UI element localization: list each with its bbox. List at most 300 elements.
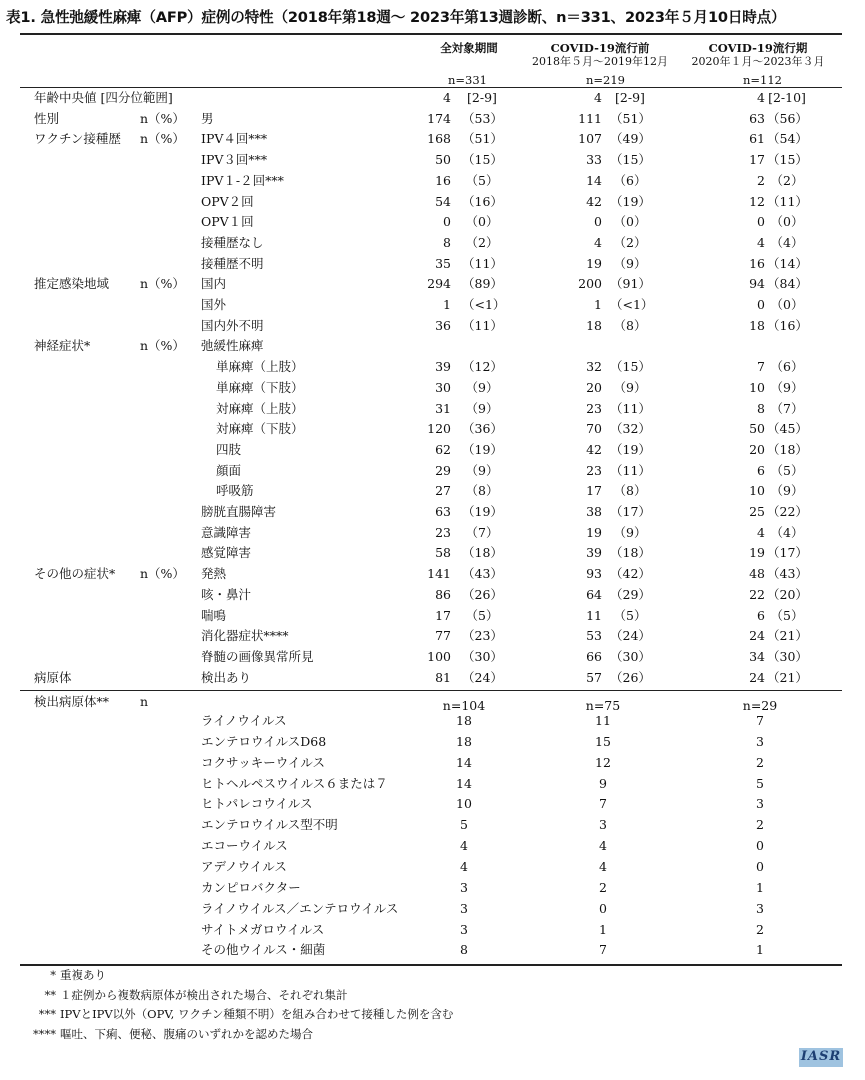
- row-item: 顔面: [216, 462, 242, 478]
- col-header-covid-label: COVID-19流行期: [708, 41, 808, 55]
- value-all: 86: [435, 586, 451, 602]
- pathogen-count-all: 10: [456, 796, 472, 812]
- pct-covid: （56）: [767, 110, 808, 126]
- pct-covid: （0）: [770, 214, 804, 230]
- pathogen-row: [0, 920, 865, 941]
- pct-covid: （11）: [767, 193, 808, 209]
- row-item: 呼吸筋: [216, 483, 254, 499]
- value-all: 62: [435, 441, 451, 457]
- value-all: 168: [427, 131, 451, 147]
- pathogen-count-all: 14: [456, 754, 472, 770]
- value-pre: 42: [586, 193, 602, 209]
- pct-covid: （22）: [767, 504, 808, 519]
- pct-covid: （9）: [770, 379, 804, 395]
- pct-all: （0）: [465, 214, 499, 230]
- pathogen-count-covid: 2: [756, 921, 764, 937]
- pct-all: （15）: [462, 152, 503, 168]
- pct-covid: （17）: [767, 545, 808, 561]
- table-title: 表1. 急性弛緩性麻痺（AFP）症例の特性（2018年第18週～ 2023年第13週診断、n＝331、2023年５月10日時点）: [6, 9, 786, 26]
- value-covid: 24: [749, 628, 765, 644]
- pct-covid: （21）: [767, 669, 808, 685]
- value-all: 81: [435, 669, 451, 685]
- row-item: OPV１回: [201, 214, 254, 230]
- col-header-pre: [525, 42, 675, 68]
- value-pre: 23: [586, 462, 602, 478]
- pathogen-count-covid: 1: [756, 879, 764, 895]
- pathogen-count-covid: 7: [756, 713, 764, 728]
- col-n-covid: n=112: [743, 73, 782, 87]
- pct-all: （19）: [462, 504, 503, 519]
- row-item: 国内: [201, 276, 227, 292]
- table-row: [0, 668, 865, 689]
- value-pre: 0: [594, 214, 602, 230]
- footnote: [20, 1026, 313, 1042]
- pathogen-count-pre: 1: [599, 921, 607, 937]
- footnote: [20, 987, 348, 1003]
- value-pre: 23: [586, 400, 602, 416]
- pct-covid: （5）: [770, 462, 804, 478]
- row-category: ワクチン接種歴: [34, 131, 121, 147]
- footnote-mark: ****: [33, 1026, 56, 1041]
- value-covid: 4: [757, 234, 765, 250]
- row-item: 発熱: [201, 566, 227, 582]
- value-all: 77: [435, 628, 451, 644]
- pathogen-row: [0, 794, 865, 815]
- table-row: [0, 274, 865, 295]
- pct-pre: （32）: [610, 421, 651, 437]
- pathogen-count-pre: 7: [599, 796, 607, 812]
- row-unit: n（%）: [140, 110, 185, 126]
- row-item: OPV２回: [201, 193, 254, 209]
- row-item: 弛緩性麻痺: [201, 338, 264, 354]
- pathogen-count-pre: 15: [595, 733, 611, 749]
- pct-all: （9）: [465, 379, 499, 395]
- pct-covid: （21）: [767, 628, 808, 644]
- pathogen-count-all: 3: [460, 921, 468, 937]
- pct-pre: （29）: [610, 586, 651, 602]
- table-row: [0, 212, 865, 233]
- row-item: 単麻痺（下肢）: [216, 379, 304, 395]
- row-item: IPV３回***: [201, 152, 268, 168]
- pct-covid: （14）: [767, 255, 808, 271]
- footnote-text: 嘔吐、下痢、便秘、腹痛のいずれかを認めた場合: [60, 1026, 313, 1041]
- pct-pre: （9）: [613, 524, 647, 540]
- value-all: 100: [427, 648, 451, 664]
- table-row: [0, 419, 865, 440]
- footnote: [20, 1006, 453, 1022]
- row-category: 性別: [34, 110, 60, 126]
- row-category: 病原体: [34, 669, 72, 685]
- pathogen-row: [0, 753, 865, 774]
- value-pre: 1: [594, 297, 602, 312]
- value-all: 16: [435, 172, 451, 188]
- pathogen-count-covid: 1: [756, 942, 764, 958]
- table-row: [0, 647, 865, 668]
- value-pre: 57: [586, 669, 602, 685]
- value-pre: 53: [586, 628, 602, 644]
- pathogen-count-all: 4: [460, 858, 468, 874]
- pct-covid: （2）: [770, 172, 804, 188]
- row-item: IPV４回***: [201, 131, 268, 147]
- pct-covid: （84）: [767, 276, 808, 292]
- col-n-all: n=331: [448, 73, 487, 87]
- table-row: [0, 481, 865, 502]
- row-item: 咳・鼻汁: [201, 586, 252, 602]
- col-header-pre-period: 2018年５月～2019年12月: [532, 55, 668, 68]
- pathogen-row: [0, 857, 865, 878]
- pathogen-count-pre: 7: [599, 942, 607, 958]
- row-unit: n（%）: [140, 566, 185, 582]
- row-item: 国外: [201, 297, 227, 312]
- pathogen-name: ヒトヘルペスウイルス６または７: [201, 775, 388, 791]
- table-row: [0, 129, 865, 150]
- value-covid: 17: [749, 152, 765, 168]
- row-item: 対麻痺（下肢）: [216, 421, 304, 437]
- value-covid: 8: [757, 400, 765, 416]
- pathogen-count-covid: 2: [756, 754, 764, 770]
- col-header-all-label: 全対象期間: [440, 41, 498, 55]
- pct-pre: （26）: [610, 669, 651, 685]
- pathogen-name: アデノウイルス: [201, 858, 287, 874]
- pct-all: （30）: [462, 648, 503, 664]
- value-all: 4: [443, 90, 451, 105]
- pct-pre: （19）: [610, 193, 651, 209]
- pct-all: （9）: [465, 400, 499, 416]
- table-row: [0, 171, 865, 192]
- pct-all: （11）: [462, 255, 503, 271]
- table-row: [0, 585, 865, 606]
- value-pre: 18: [586, 317, 602, 333]
- pathogen-name: コクサッキーウイルス: [201, 754, 326, 770]
- footnote-mark: ***: [38, 1007, 56, 1021]
- pathogen-count-pre: 9: [599, 775, 607, 791]
- pct-all: （26）: [462, 586, 503, 602]
- value-covid: 6: [757, 462, 765, 478]
- value-covid: 0: [757, 214, 765, 230]
- value-covid: 94: [749, 276, 765, 292]
- pathogen-count-pre: 2: [599, 879, 607, 895]
- pct-all: （89）: [462, 276, 503, 292]
- value-covid: 63: [749, 110, 765, 126]
- value-covid: 50: [749, 421, 765, 437]
- pct-all: （9）: [465, 462, 499, 478]
- pathogen-count-all: 18: [456, 713, 472, 728]
- value-pre: 38: [586, 504, 602, 519]
- value-all: 36: [435, 317, 451, 333]
- pct-all: （23）: [462, 628, 503, 644]
- pathogen-rule: [20, 690, 842, 691]
- pathogen-count-all: 5: [460, 817, 468, 833]
- row-item: 単麻痺（上肢）: [216, 359, 304, 375]
- value-all: 63: [435, 504, 451, 519]
- value-pre: 39: [586, 545, 602, 561]
- pathogen-row: [0, 878, 865, 899]
- row-item: 喘鳴: [201, 607, 227, 623]
- pct-covid: （6）: [770, 359, 804, 375]
- pct-all: （43）: [462, 566, 503, 582]
- row-category: 神経症状*: [34, 338, 91, 354]
- row-item: 接種歴なし: [201, 234, 264, 250]
- value-covid: 25: [749, 504, 765, 519]
- top-rule: [20, 33, 842, 35]
- pathogen-count-pre: 0: [599, 900, 607, 916]
- value-all: 54: [435, 193, 451, 209]
- table-row: [0, 88, 865, 109]
- col-header-pre-label: COVID-19流行前: [550, 41, 650, 55]
- pathogen-count-covid: 3: [756, 733, 764, 749]
- value-covid: 4: [757, 90, 765, 105]
- pct-pre: （49）: [610, 131, 651, 147]
- table-row: [0, 502, 865, 523]
- value-all: 23: [435, 524, 451, 540]
- value-covid: 12: [749, 193, 765, 209]
- value-all: 120: [427, 421, 451, 437]
- pct-pre: （0）: [613, 214, 647, 230]
- value-all: 0: [443, 214, 451, 230]
- value-covid: 61: [749, 131, 765, 147]
- pct-pre: （19）: [610, 441, 651, 457]
- pathogen-name: その他ウイルス・細菌: [201, 942, 326, 958]
- value-pre: 14: [586, 172, 602, 188]
- pct-covid: （4）: [770, 234, 804, 250]
- pct-pre: （51）: [610, 110, 651, 126]
- table-row: [0, 233, 865, 254]
- value-all: 141: [427, 566, 451, 582]
- pathogen-count-all: 14: [456, 775, 472, 791]
- col-header-covid: [683, 42, 833, 68]
- row-category: その他の症状*: [34, 566, 116, 582]
- pct-all: （36）: [462, 421, 503, 437]
- value-covid: 10: [749, 379, 765, 395]
- pct-covid: （15）: [767, 152, 808, 168]
- pathogen-count-all: 3: [460, 879, 468, 895]
- pathogen-count-all: 8: [460, 942, 468, 958]
- table-row: [0, 192, 865, 213]
- pathogen-name: ヒトパレコウイルス: [201, 796, 313, 812]
- value-all: 31: [435, 400, 451, 416]
- table-row: [0, 378, 865, 399]
- pathogen-count-covid: 0: [756, 858, 764, 874]
- table-row: [0, 254, 865, 275]
- table-row: [0, 357, 865, 378]
- row-item: 四肢: [216, 441, 242, 457]
- value-covid: 48: [749, 566, 765, 582]
- value-covid: 6: [757, 607, 765, 623]
- table-row: [0, 399, 865, 420]
- pathogen-count-all: 3: [460, 900, 468, 916]
- value-all: 39: [435, 359, 451, 375]
- pathogen-row: [0, 732, 865, 753]
- pathogen-row: [0, 836, 865, 857]
- pct-covid: （30）: [767, 648, 808, 664]
- value-pre: 11: [586, 607, 602, 623]
- row-item: 男: [201, 110, 214, 126]
- table-row: [0, 564, 865, 585]
- pct-pre: （24）: [610, 628, 651, 644]
- value-covid: 19: [749, 545, 765, 561]
- row-item: 感覚障害: [201, 545, 252, 561]
- pct-pre: （6）: [613, 172, 647, 188]
- pct-pre: （91）: [610, 276, 651, 292]
- row-item: IPV１-２回***: [201, 172, 284, 188]
- pathogen-count-pre: 12: [595, 754, 611, 770]
- pct-pre: （11）: [610, 462, 651, 478]
- pct-pre: （18）: [610, 545, 651, 561]
- pathogen-n-pre: n=75: [585, 698, 621, 713]
- row-unit: n（%）: [140, 276, 185, 292]
- footnote-text: １症例から複数病原体が検出された場合、それぞれ集計: [60, 987, 348, 1002]
- pct-pre: [2-9]: [615, 90, 645, 105]
- value-all: 58: [435, 545, 451, 561]
- value-all: 1: [443, 297, 451, 312]
- value-pre: 107: [578, 131, 602, 147]
- pct-pre: （30）: [610, 648, 651, 664]
- pathogen-count-covid: 5: [756, 775, 764, 791]
- value-covid: 7: [757, 359, 765, 375]
- value-covid: 2: [757, 172, 765, 188]
- pathogen-count-all: 4: [460, 838, 468, 854]
- footnote-mark: *: [50, 968, 56, 982]
- pct-pre: （2）: [613, 234, 647, 250]
- row-category: 年齢中央値 [四分位範囲]: [34, 90, 173, 105]
- pathogen-count-pre: 4: [599, 858, 607, 874]
- value-all: 174: [427, 110, 451, 126]
- value-covid: 22: [749, 586, 765, 602]
- table-row: [0, 109, 865, 130]
- table-row: [0, 440, 865, 461]
- value-pre: 93: [586, 566, 602, 582]
- value-all: 17: [435, 607, 451, 623]
- pct-all: （24）: [462, 669, 503, 685]
- pct-covid: （45）: [767, 421, 808, 437]
- pct-pre: （9）: [613, 255, 647, 271]
- value-pre: 4: [594, 234, 602, 250]
- pct-covid: （0）: [770, 297, 804, 312]
- pct-covid: （54）: [767, 131, 808, 147]
- value-all: 27: [435, 483, 451, 499]
- pct-all: （12）: [462, 359, 503, 375]
- iasr-logo: IASR: [799, 1048, 843, 1067]
- pathogen-count-covid: 0: [756, 838, 764, 854]
- table-row: [0, 626, 865, 647]
- value-pre: 200: [578, 276, 602, 292]
- value-pre: 33: [586, 152, 602, 168]
- pct-all: （51）: [462, 131, 503, 147]
- pct-pre: （8）: [613, 483, 647, 499]
- value-pre: 32: [586, 359, 602, 375]
- pct-covid: （20）: [767, 586, 808, 602]
- table-row: [0, 523, 865, 544]
- row-item: 脊髄の画像異常所見: [201, 648, 314, 664]
- pathogen-count-pre: 3: [599, 817, 607, 833]
- pct-pre: （11）: [610, 400, 651, 416]
- pathogen-row: [0, 815, 865, 836]
- pct-all: （2）: [465, 234, 499, 250]
- value-covid: 0: [757, 297, 765, 312]
- table-row: [0, 543, 865, 564]
- row-item: 国内外不明: [201, 317, 264, 333]
- col-n-pre: n=219: [586, 73, 625, 87]
- value-all: 50: [435, 152, 451, 168]
- pct-covid: （4）: [770, 524, 804, 540]
- pct-all: （5）: [465, 172, 499, 188]
- value-covid: 18: [749, 317, 765, 333]
- col-header-all: [414, 42, 524, 55]
- pathogen-name: エンテロウイルス型不明: [201, 817, 338, 833]
- pct-pre: （9）: [613, 379, 647, 395]
- table-row: [0, 336, 865, 357]
- pathogen-count-all: 18: [456, 733, 472, 749]
- pct-all: [2-9]: [467, 90, 497, 105]
- pct-all: （5）: [465, 607, 499, 623]
- row-item: 膀胱直腸障害: [201, 504, 277, 519]
- value-all: 29: [435, 462, 451, 478]
- value-covid: 4: [757, 524, 765, 540]
- row-item: 意識障害: [201, 524, 252, 540]
- pathogen-name: エコーウイルス: [201, 838, 288, 854]
- value-pre: 66: [586, 648, 602, 664]
- pathogen-name: サイトメガロウイルス: [201, 921, 325, 937]
- pathogen-count-covid: 3: [756, 900, 764, 916]
- value-pre: 20: [586, 379, 602, 395]
- pathogen-header-unit: n: [140, 694, 149, 709]
- footnote-text: IPVとIPV以外（OPV, ワクチン種類不明）を組み合わせて接種した例を含む: [60, 1007, 454, 1021]
- pathogen-name: ライノウイルス: [201, 713, 287, 728]
- table-row: [0, 316, 865, 337]
- value-all: 8: [443, 234, 451, 250]
- pct-pre: （15）: [610, 152, 651, 168]
- row-unit: n（%）: [140, 338, 185, 354]
- value-pre: 70: [586, 421, 602, 437]
- value-pre: 111: [578, 110, 602, 126]
- footnote: [20, 967, 106, 983]
- value-covid: 24: [749, 669, 765, 685]
- col-header-covid-period: 2020年１月～2023年３月: [691, 55, 825, 68]
- pathogen-n-covid: n=29: [742, 698, 778, 713]
- pct-covid: （18）: [767, 441, 808, 457]
- row-item: 消化器症状****: [201, 628, 289, 644]
- pct-covid: （5）: [770, 607, 804, 623]
- value-pre: 19: [586, 255, 602, 271]
- value-pre: 42: [586, 441, 602, 457]
- pathogen-row: [0, 774, 865, 795]
- value-all: 294: [427, 276, 451, 292]
- pct-covid: （16）: [767, 317, 808, 333]
- pathogen-header-label: 検出病原体**: [34, 694, 110, 709]
- footnote-text: 重複あり: [60, 968, 106, 982]
- value-all: 30: [435, 379, 451, 395]
- row-item: 接種歴不明: [201, 255, 264, 271]
- value-all: 35: [435, 255, 451, 271]
- value-pre: 17: [586, 483, 602, 499]
- pct-pre: （15）: [610, 359, 651, 375]
- row-item: 対麻痺（上肢）: [216, 400, 304, 416]
- value-covid: 20: [749, 441, 765, 457]
- pathogen-name: エンテロウイルスD68: [201, 733, 327, 749]
- table-row: [0, 606, 865, 627]
- pct-pre: （42）: [610, 566, 651, 582]
- pathogen-count-pre: 4: [599, 838, 607, 854]
- value-covid: 34: [749, 648, 765, 664]
- pct-all: （18）: [462, 545, 503, 561]
- pct-pre: （<1）: [610, 297, 654, 312]
- value-pre: 19: [586, 524, 602, 540]
- row-category: 推定感染地域: [34, 276, 110, 292]
- pathogen-name: ライノウイルス／エンテロウイルス: [201, 900, 399, 916]
- pct-covid: （7）: [770, 400, 804, 416]
- value-covid: 10: [749, 483, 765, 499]
- pct-all: （11）: [462, 317, 503, 333]
